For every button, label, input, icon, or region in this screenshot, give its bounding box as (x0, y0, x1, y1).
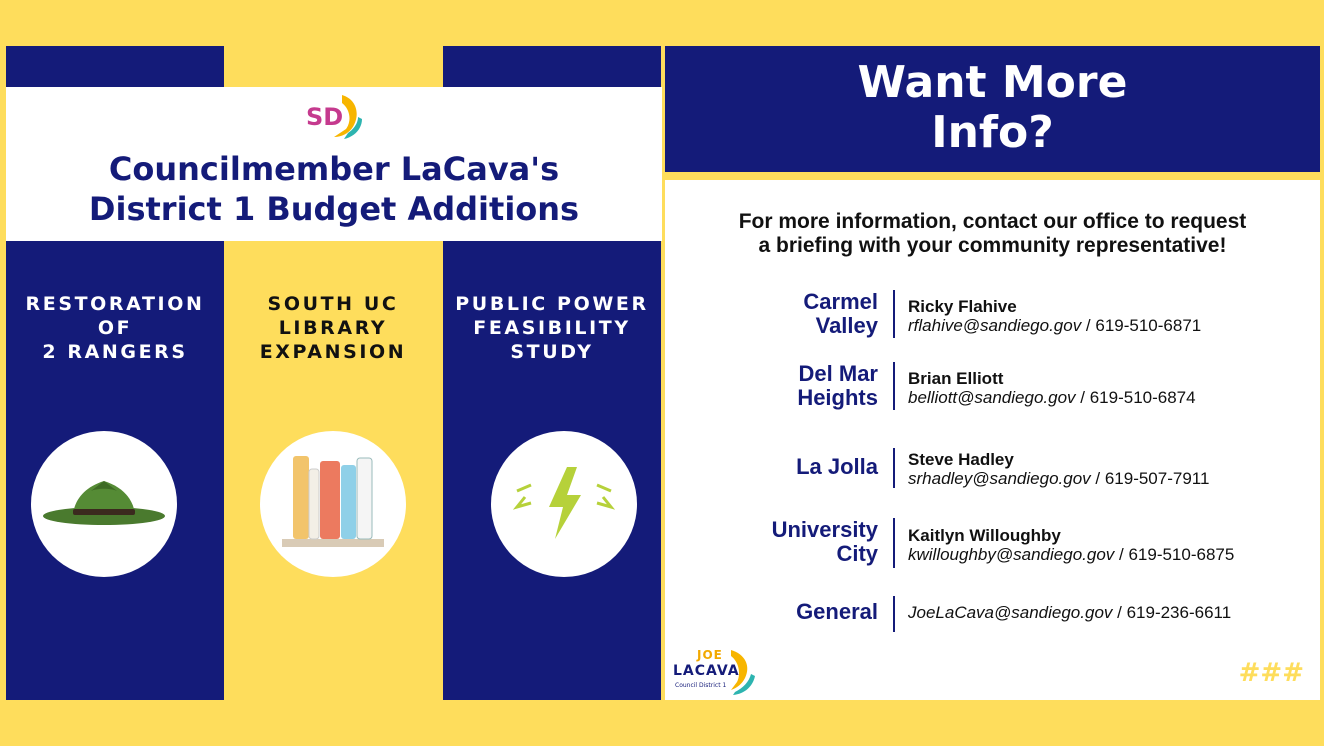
contact-name: Kaitlyn Willoughby (908, 526, 1061, 545)
rangers-title: RESTORATION OF 2 RANGERS (25, 293, 205, 363)
logo-line3: Council District 1 (675, 682, 727, 689)
contact-email[interactable]: srhadley@sandiego.gov (908, 469, 1091, 488)
contact-name: Brian Elliott (908, 369, 1004, 388)
contact-phone: / 619-507-7911 (1090, 469, 1210, 488)
contact-email[interactable]: rflahive@sandiego.gov (908, 316, 1082, 335)
divider (893, 518, 895, 568)
page-title: Councilmember LaCava's District 1 Budget Additions (88, 150, 580, 228)
public-power-title: PUBLIC POWER FEASIBILITY STUDY (455, 293, 649, 363)
divider (893, 448, 895, 488)
library-title: SOUTH UC LIBRARY EXPANSION (259, 293, 407, 363)
divider (893, 596, 895, 632)
contact-phone: / 619-510-6875 (1114, 545, 1235, 564)
divider (893, 362, 895, 410)
sd-logo-text: SD (306, 103, 344, 131)
contact-person (908, 369, 1196, 407)
public-power-icon-circle (491, 431, 637, 577)
joe-lacava-logo (671, 648, 761, 696)
contact-email[interactable]: JoeLaCava@sandiego.gov (908, 603, 1113, 622)
contact-name: Ricky Flahive (908, 297, 1017, 316)
info-panel (665, 180, 1320, 700)
intro-text: For more information, contact our office to request a briefing with your community representative! (738, 210, 1247, 257)
contact-phone: / 619-510-6871 (1081, 316, 1202, 335)
lightning-icon (491, 431, 637, 577)
books-icon (260, 431, 406, 577)
contact-name: Steve Hadley (908, 450, 1014, 469)
contact-person (908, 450, 1209, 488)
area-name: La Jolla (796, 454, 878, 479)
contact-email[interactable]: belliott@sandiego.gov (908, 388, 1076, 407)
area-name: Carmel Valley (803, 289, 878, 338)
info-title: Want More Info? (857, 57, 1128, 158)
ranger-hat-icon (31, 431, 177, 577)
divider (893, 290, 895, 338)
area-name: General (796, 599, 878, 624)
contact-phone: / 619-236-6611 (1112, 603, 1232, 622)
contact-person (908, 603, 1231, 622)
sd-logo (302, 91, 366, 141)
info-header (665, 46, 1320, 172)
contact-person (908, 526, 1234, 564)
headline-band (6, 87, 662, 241)
contact-phone: / 619-510-6874 (1075, 388, 1196, 407)
area-name: Del Mar Heights (797, 361, 878, 410)
logo-line1: JOE (697, 648, 723, 662)
logo-line2: LACAVA (673, 663, 740, 679)
contact-email[interactable]: kwilloughby@sandiego.gov (908, 545, 1115, 564)
end-mark: ### (1238, 658, 1304, 688)
area-name: University City (771, 517, 878, 566)
contact-person (908, 297, 1201, 335)
rangers-icon-circle (31, 431, 177, 577)
library-icon-circle (260, 431, 406, 577)
